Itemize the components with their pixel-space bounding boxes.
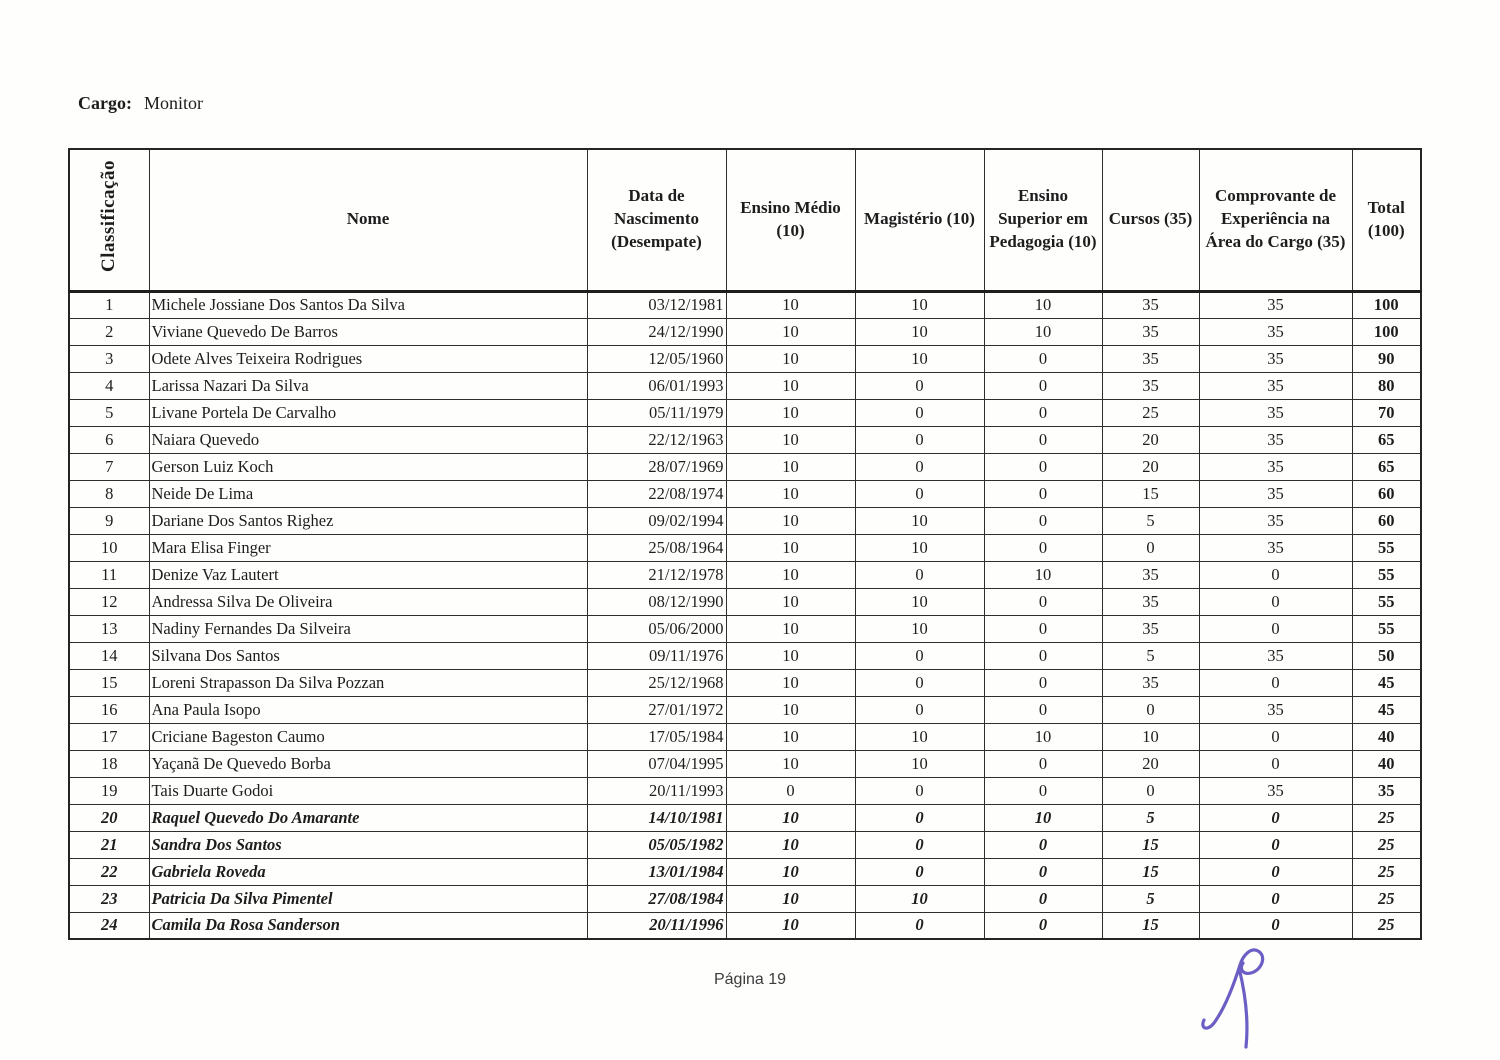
cell-total: 70 — [1352, 399, 1421, 426]
cell-cursos: 15 — [1102, 858, 1199, 885]
table-row — [69, 723, 1421, 750]
cell-classificacao: 12 — [69, 588, 149, 615]
cell-comprovante: 35 — [1199, 480, 1352, 507]
cell-cursos: 35 — [1102, 588, 1199, 615]
cell-classificacao: 3 — [69, 345, 149, 372]
cell-nome: Gabriela Roveda — [149, 858, 587, 885]
cell-ensino-medio: 10 — [726, 372, 855, 399]
cell-classificacao: 9 — [69, 507, 149, 534]
cell-ensino-superior: 0 — [984, 588, 1102, 615]
table-row — [69, 291, 1421, 318]
cell-data-nascimento: 05/11/1979 — [587, 399, 726, 426]
cell-cursos: 15 — [1102, 480, 1199, 507]
cell-data-nascimento: 07/04/1995 — [587, 750, 726, 777]
cell-nome: Sandra Dos Santos — [149, 831, 587, 858]
cell-classificacao: 5 — [69, 399, 149, 426]
cell-magisterio: 0 — [855, 669, 984, 696]
cell-data-nascimento: 09/11/1976 — [587, 642, 726, 669]
cell-comprovante: 0 — [1199, 561, 1352, 588]
cell-classificacao: 13 — [69, 615, 149, 642]
cell-cursos: 25 — [1102, 399, 1199, 426]
cell-cursos: 0 — [1102, 696, 1199, 723]
cell-cursos: 0 — [1102, 777, 1199, 804]
cell-ensino-medio: 10 — [726, 804, 855, 831]
cell-nome: Silvana Dos Santos — [149, 642, 587, 669]
cell-data-nascimento: 22/12/1963 — [587, 426, 726, 453]
cell-ensino-superior: 0 — [984, 912, 1102, 939]
cell-data-nascimento: 09/02/1994 — [587, 507, 726, 534]
header-comprovante: Comprovante de Experiência na Área do Cargo (35) — [1199, 149, 1352, 291]
cell-ensino-medio: 10 — [726, 507, 855, 534]
cell-classificacao: 14 — [69, 642, 149, 669]
cell-magisterio: 0 — [855, 426, 984, 453]
cell-ensino-medio: 10 — [726, 885, 855, 912]
cell-nome: Mara Elisa Finger — [149, 534, 587, 561]
cell-ensino-superior: 0 — [984, 507, 1102, 534]
cell-data-nascimento: 27/08/1984 — [587, 885, 726, 912]
cell-ensino-medio: 10 — [726, 453, 855, 480]
cell-comprovante: 0 — [1199, 615, 1352, 642]
cell-total: 80 — [1352, 372, 1421, 399]
cell-nome: Andressa Silva De Oliveira — [149, 588, 587, 615]
cell-ensino-medio: 10 — [726, 534, 855, 561]
cell-cursos: 20 — [1102, 750, 1199, 777]
cell-ensino-medio: 0 — [726, 777, 855, 804]
cell-total: 45 — [1352, 696, 1421, 723]
cell-comprovante: 0 — [1199, 588, 1352, 615]
cell-magisterio: 10 — [855, 507, 984, 534]
cargo-label: Cargo: — [78, 93, 132, 113]
cell-classificacao: 22 — [69, 858, 149, 885]
header-ensino-medio: Ensino Médio (10) — [726, 149, 855, 291]
cell-cursos: 5 — [1102, 507, 1199, 534]
table-row — [69, 669, 1421, 696]
cell-data-nascimento: 28/07/1969 — [587, 453, 726, 480]
cell-data-nascimento: 25/12/1968 — [587, 669, 726, 696]
cell-ensino-medio: 10 — [726, 588, 855, 615]
cell-ensino-medio: 10 — [726, 723, 855, 750]
header-total: Total (100) — [1352, 149, 1421, 291]
cell-nome: Dariane Dos Santos Righez — [149, 507, 587, 534]
cell-ensino-superior: 0 — [984, 399, 1102, 426]
cell-data-nascimento: 06/01/1993 — [587, 372, 726, 399]
cell-ensino-superior: 0 — [984, 426, 1102, 453]
cell-total: 60 — [1352, 507, 1421, 534]
cell-data-nascimento: 21/12/1978 — [587, 561, 726, 588]
cell-nome: Odete Alves Teixeira Rodrigues — [149, 345, 587, 372]
cell-ensino-superior: 0 — [984, 480, 1102, 507]
cell-ensino-medio: 10 — [726, 480, 855, 507]
cell-ensino-superior: 0 — [984, 750, 1102, 777]
table-row — [69, 831, 1421, 858]
cell-comprovante: 35 — [1199, 426, 1352, 453]
cell-comprovante: 35 — [1199, 642, 1352, 669]
cell-classificacao: 7 — [69, 453, 149, 480]
cell-data-nascimento: 13/01/1984 — [587, 858, 726, 885]
cell-data-nascimento: 03/12/1981 — [587, 291, 726, 318]
cell-nome: Nadiny Fernandes Da Silveira — [149, 615, 587, 642]
cell-data-nascimento: 27/01/1972 — [587, 696, 726, 723]
cell-total: 55 — [1352, 561, 1421, 588]
table-row — [69, 804, 1421, 831]
cell-cursos: 15 — [1102, 912, 1199, 939]
cell-ensino-superior: 10 — [984, 561, 1102, 588]
cell-ensino-medio: 10 — [726, 858, 855, 885]
cell-magisterio: 10 — [855, 615, 984, 642]
cell-total: 65 — [1352, 453, 1421, 480]
cell-total: 55 — [1352, 615, 1421, 642]
cell-magisterio: 10 — [855, 291, 984, 318]
cell-data-nascimento: 08/12/1990 — [587, 588, 726, 615]
cell-magisterio: 10 — [855, 588, 984, 615]
cell-cursos: 5 — [1102, 642, 1199, 669]
cell-comprovante: 0 — [1199, 750, 1352, 777]
cell-ensino-medio: 10 — [726, 561, 855, 588]
cell-ensino-medio: 10 — [726, 831, 855, 858]
cell-classificacao: 23 — [69, 885, 149, 912]
cell-total: 35 — [1352, 777, 1421, 804]
cell-magisterio: 10 — [855, 534, 984, 561]
cell-total: 45 — [1352, 669, 1421, 696]
cell-cursos: 0 — [1102, 534, 1199, 561]
cell-ensino-superior: 0 — [984, 858, 1102, 885]
cell-nome: Loreni Strapasson Da Silva Pozzan — [149, 669, 587, 696]
cell-total: 55 — [1352, 534, 1421, 561]
cell-nome: Neide De Lima — [149, 480, 587, 507]
cell-cursos: 15 — [1102, 831, 1199, 858]
cell-comprovante: 35 — [1199, 345, 1352, 372]
cell-cursos: 20 — [1102, 453, 1199, 480]
cell-ensino-medio: 10 — [726, 912, 855, 939]
cell-ensino-superior: 10 — [984, 318, 1102, 345]
cell-classificacao: 1 — [69, 291, 149, 318]
cell-cursos: 35 — [1102, 372, 1199, 399]
cell-total: 40 — [1352, 723, 1421, 750]
cell-cursos: 35 — [1102, 318, 1199, 345]
cell-magisterio: 0 — [855, 372, 984, 399]
table-row — [69, 453, 1421, 480]
table-row — [69, 696, 1421, 723]
cell-classificacao: 19 — [69, 777, 149, 804]
cell-total: 25 — [1352, 885, 1421, 912]
page-number: Página 19 — [713, 971, 787, 988]
cell-comprovante: 0 — [1199, 804, 1352, 831]
signature-mark — [1198, 944, 1290, 1056]
header-row — [69, 149, 1421, 291]
cell-nome: Livane Portela De Carvalho — [149, 399, 587, 426]
cell-magisterio: 0 — [855, 399, 984, 426]
cell-cursos: 5 — [1102, 804, 1199, 831]
cell-classificacao: 2 — [69, 318, 149, 345]
table-row — [69, 777, 1421, 804]
cell-ensino-medio: 10 — [726, 696, 855, 723]
table-body — [69, 291, 1421, 939]
cell-classificacao: 11 — [69, 561, 149, 588]
table-row — [69, 426, 1421, 453]
cell-total: 50 — [1352, 642, 1421, 669]
cell-magisterio: 10 — [855, 750, 984, 777]
cell-classificacao: 6 — [69, 426, 149, 453]
cell-ensino-superior: 0 — [984, 669, 1102, 696]
cell-nome: Gerson Luiz Koch — [149, 453, 587, 480]
cell-classificacao: 20 — [69, 804, 149, 831]
cell-total: 25 — [1352, 831, 1421, 858]
cell-comprovante: 35 — [1199, 372, 1352, 399]
classification-table — [68, 148, 1422, 940]
cell-data-nascimento: 25/08/1964 — [587, 534, 726, 561]
cell-ensino-superior: 0 — [984, 642, 1102, 669]
cell-cursos: 5 — [1102, 885, 1199, 912]
cell-ensino-superior: 10 — [984, 804, 1102, 831]
cell-comprovante: 0 — [1199, 831, 1352, 858]
cell-cursos: 35 — [1102, 291, 1199, 318]
cell-nome: Patricia Da Silva Pimentel — [149, 885, 587, 912]
cell-total: 55 — [1352, 588, 1421, 615]
cell-comprovante: 0 — [1199, 858, 1352, 885]
cell-magisterio: 0 — [855, 642, 984, 669]
cell-ensino-superior: 0 — [984, 345, 1102, 372]
cell-magisterio: 10 — [855, 885, 984, 912]
cell-comprovante: 35 — [1199, 291, 1352, 318]
cell-ensino-medio: 10 — [726, 642, 855, 669]
cell-nome: Ana Paula Isopo — [149, 696, 587, 723]
cell-comprovante: 35 — [1199, 453, 1352, 480]
cell-classificacao: 24 — [69, 912, 149, 939]
cell-comprovante: 0 — [1199, 885, 1352, 912]
cell-classificacao: 4 — [69, 372, 149, 399]
cargo-value: Monitor — [143, 93, 203, 113]
cell-ensino-superior: 0 — [984, 453, 1102, 480]
cell-nome: Tais Duarte Godoi — [149, 777, 587, 804]
cell-data-nascimento: 14/10/1981 — [587, 804, 726, 831]
cell-magisterio: 0 — [855, 804, 984, 831]
cell-ensino-medio: 10 — [726, 291, 855, 318]
cell-cursos: 35 — [1102, 669, 1199, 696]
cell-total: 65 — [1352, 426, 1421, 453]
table-row — [69, 399, 1421, 426]
table-row — [69, 588, 1421, 615]
table-row — [69, 318, 1421, 345]
cell-comprovante: 0 — [1199, 912, 1352, 939]
cell-total: 90 — [1352, 345, 1421, 372]
table-row — [69, 615, 1421, 642]
cargo-line — [78, 93, 203, 114]
cell-nome: Denize Vaz Lautert — [149, 561, 587, 588]
cell-total: 60 — [1352, 480, 1421, 507]
cell-comprovante: 35 — [1199, 318, 1352, 345]
cell-data-nascimento: 20/11/1996 — [587, 912, 726, 939]
table-row — [69, 534, 1421, 561]
cell-total: 25 — [1352, 912, 1421, 939]
cell-comprovante: 0 — [1199, 723, 1352, 750]
cell-ensino-medio: 10 — [726, 615, 855, 642]
cell-nome: Larissa Nazari Da Silva — [149, 372, 587, 399]
cell-ensino-medio: 10 — [726, 318, 855, 345]
cell-comprovante: 35 — [1199, 507, 1352, 534]
cell-total: 25 — [1352, 858, 1421, 885]
cell-ensino-superior: 0 — [984, 372, 1102, 399]
cell-comprovante: 35 — [1199, 696, 1352, 723]
cell-nome: Camila Da Rosa Sanderson — [149, 912, 587, 939]
cell-magisterio: 10 — [855, 345, 984, 372]
cell-classificacao: 8 — [69, 480, 149, 507]
header-ensino-superior: Ensino Superior em Pedagogia (10) — [984, 149, 1102, 291]
cell-magisterio: 0 — [855, 696, 984, 723]
cell-classificacao: 17 — [69, 723, 149, 750]
cell-comprovante: 0 — [1199, 669, 1352, 696]
cell-cursos: 35 — [1102, 615, 1199, 642]
cell-cursos: 20 — [1102, 426, 1199, 453]
cell-cursos: 10 — [1102, 723, 1199, 750]
cell-magisterio: 0 — [855, 858, 984, 885]
cell-nome: Michele Jossiane Dos Santos Da Silva — [149, 291, 587, 318]
cell-data-nascimento: 20/11/1993 — [587, 777, 726, 804]
cell-nome: Yaçanã De Quevedo Borba — [149, 750, 587, 777]
header-magisterio: Magistério (10) — [855, 149, 984, 291]
cell-data-nascimento: 17/05/1984 — [587, 723, 726, 750]
header-data-nascimento: Data de Nascimento (Desempate) — [587, 149, 726, 291]
table-row — [69, 750, 1421, 777]
cell-ensino-medio: 10 — [726, 426, 855, 453]
cell-total: 100 — [1352, 318, 1421, 345]
cell-ensino-medio: 10 — [726, 399, 855, 426]
cell-data-nascimento: 12/05/1960 — [587, 345, 726, 372]
cell-nome: Naiara Quevedo — [149, 426, 587, 453]
cell-nome: Raquel Quevedo Do Amarante — [149, 804, 587, 831]
cell-comprovante: 35 — [1199, 534, 1352, 561]
cell-total: 100 — [1352, 291, 1421, 318]
cell-ensino-superior: 0 — [984, 777, 1102, 804]
cell-total: 40 — [1352, 750, 1421, 777]
cell-cursos: 35 — [1102, 561, 1199, 588]
cell-classificacao: 18 — [69, 750, 149, 777]
table-row — [69, 642, 1421, 669]
cell-magisterio: 0 — [855, 453, 984, 480]
header-classificacao — [69, 149, 149, 291]
cell-nome: Viviane Quevedo De Barros — [149, 318, 587, 345]
table-row — [69, 858, 1421, 885]
cell-total: 25 — [1352, 804, 1421, 831]
table-row — [69, 372, 1421, 399]
table-row — [69, 480, 1421, 507]
cell-cursos: 35 — [1102, 345, 1199, 372]
cell-data-nascimento: 24/12/1990 — [587, 318, 726, 345]
cell-magisterio: 10 — [855, 318, 984, 345]
table-row — [69, 912, 1421, 939]
cell-ensino-medio: 10 — [726, 750, 855, 777]
cell-data-nascimento: 05/06/2000 — [587, 615, 726, 642]
cell-classificacao: 15 — [69, 669, 149, 696]
cell-ensino-superior: 10 — [984, 723, 1102, 750]
cell-classificacao: 10 — [69, 534, 149, 561]
cell-ensino-superior: 10 — [984, 291, 1102, 318]
table-row — [69, 507, 1421, 534]
cell-magisterio: 0 — [855, 777, 984, 804]
cell-ensino-medio: 10 — [726, 345, 855, 372]
header-cursos: Cursos (35) — [1102, 149, 1199, 291]
cell-classificacao: 16 — [69, 696, 149, 723]
cell-ensino-superior: 0 — [984, 615, 1102, 642]
header-classificacao-label: Classificação — [98, 160, 120, 273]
table-row — [69, 885, 1421, 912]
cell-ensino-superior: 0 — [984, 831, 1102, 858]
cell-nome: Criciane Bageston Caumo — [149, 723, 587, 750]
table-row — [69, 561, 1421, 588]
header-nome: Nome — [149, 149, 587, 291]
cell-ensino-superior: 0 — [984, 885, 1102, 912]
cell-magisterio: 10 — [855, 723, 984, 750]
table-row — [69, 345, 1421, 372]
cell-ensino-medio: 10 — [726, 669, 855, 696]
cell-magisterio: 0 — [855, 561, 984, 588]
cell-ensino-superior: 0 — [984, 534, 1102, 561]
cell-data-nascimento: 22/08/1974 — [587, 480, 726, 507]
cell-comprovante: 35 — [1199, 399, 1352, 426]
cell-magisterio: 0 — [855, 912, 984, 939]
cell-data-nascimento: 05/05/1982 — [587, 831, 726, 858]
cell-comprovante: 35 — [1199, 777, 1352, 804]
cell-magisterio: 0 — [855, 831, 984, 858]
cell-ensino-superior: 0 — [984, 696, 1102, 723]
cell-magisterio: 0 — [855, 480, 984, 507]
cell-classificacao: 21 — [69, 831, 149, 858]
